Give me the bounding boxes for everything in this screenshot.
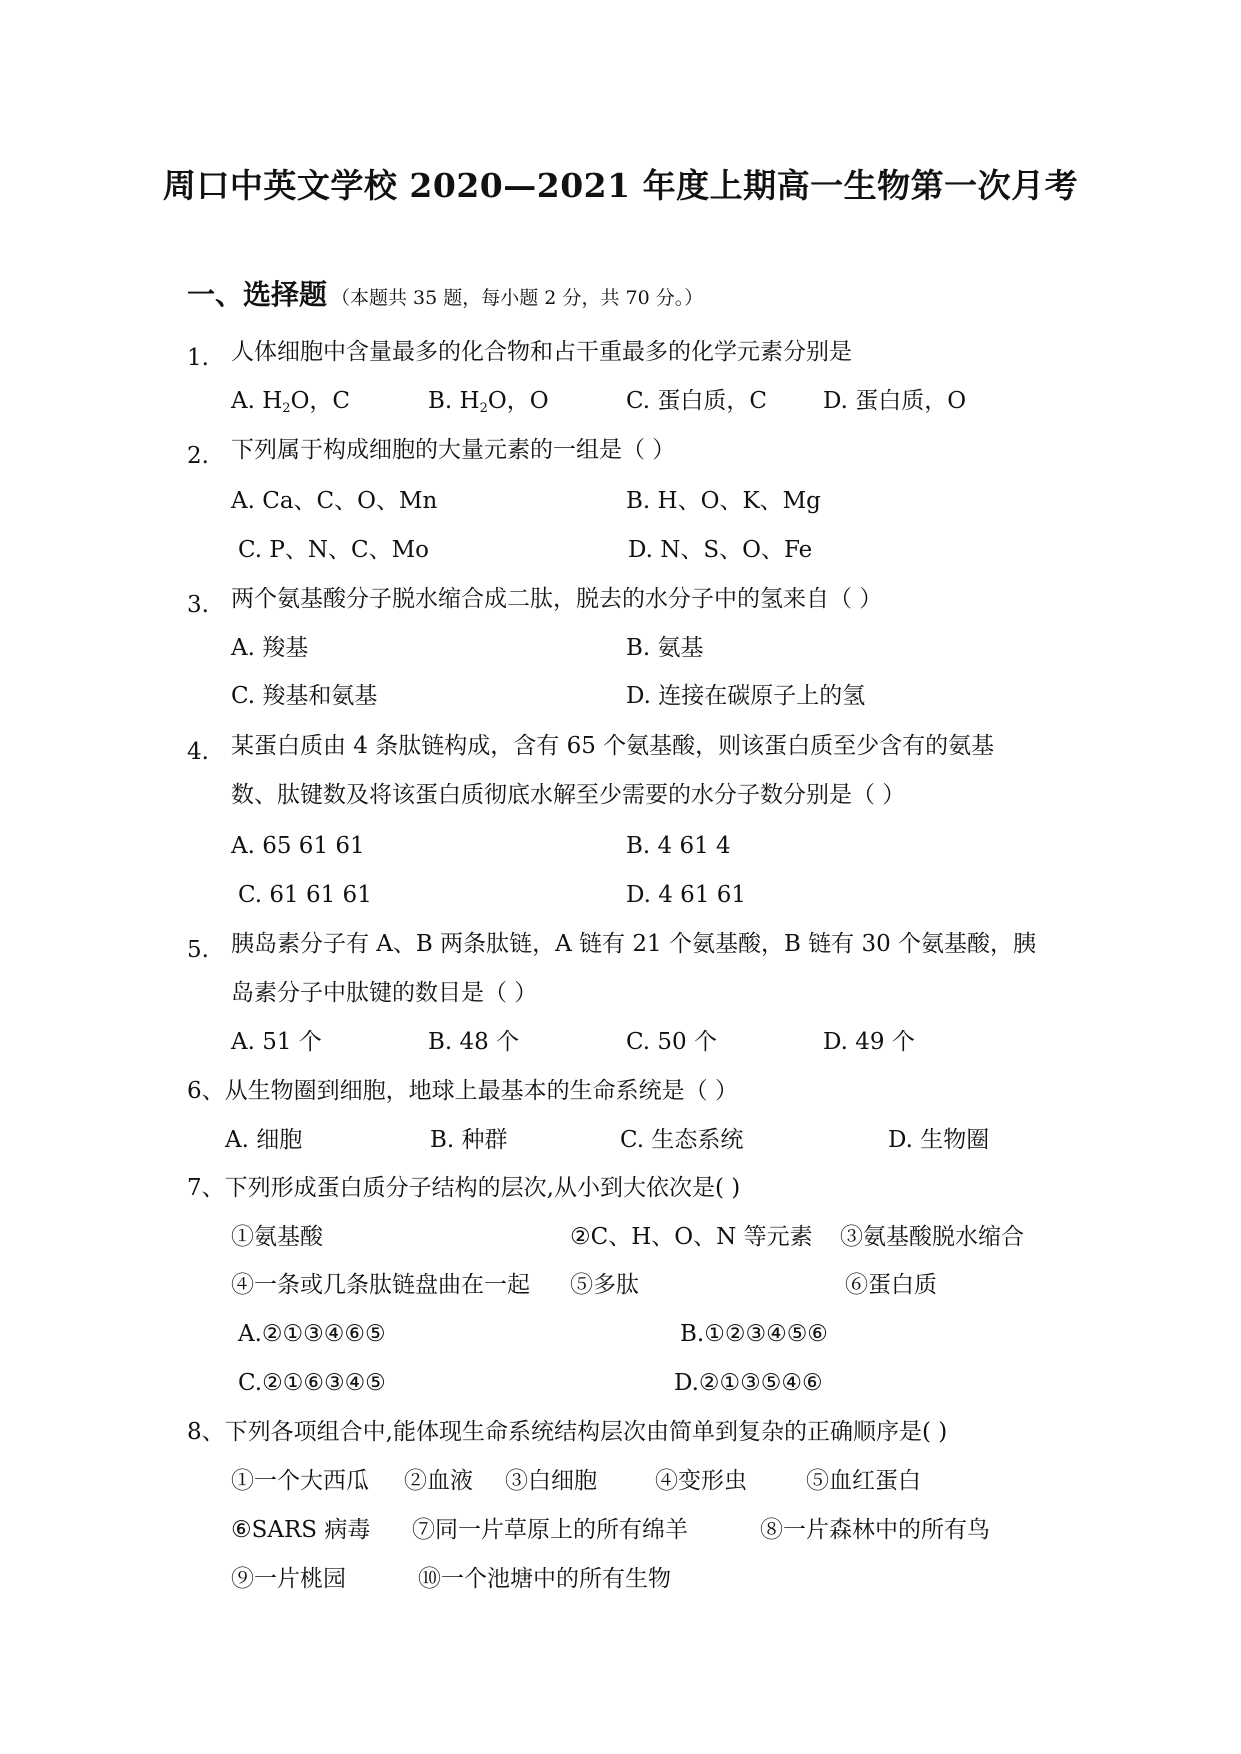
q1-stem: 人体细胞中含量最多的化合物和占干重最多的化学元素分别是 bbox=[231, 339, 852, 365]
q2-option-c: C. P、N、C、Mo bbox=[238, 537, 429, 563]
q1-option-c: C. 蛋白质，C bbox=[626, 388, 767, 414]
q8-item-9: ⑨一片桃园 bbox=[231, 1566, 346, 1592]
q5-option-a: A. 51 个 bbox=[231, 1029, 322, 1055]
q2-option-b: B. H、O、K、Mg bbox=[626, 488, 821, 514]
q5-stem-line-1: 胰岛素分子有 A、B 两条肽链，A 链有 21 个氨基酸，B 链有 30 个氨基酸，胰 bbox=[231, 931, 1037, 957]
q2-option-a: A. Ca、C、O、Mn bbox=[231, 488, 438, 514]
q7-option-c: C.②①⑥③④⑤ bbox=[238, 1370, 386, 1396]
q6-option-d: D. 生物圈 bbox=[888, 1127, 990, 1153]
q8-item-10: ⑩一个池塘中的所有生物 bbox=[418, 1566, 671, 1592]
q7-item-3: ③氨基酸脱水缩合 bbox=[840, 1224, 1024, 1250]
q4-stem-line-2: 数、肽键数及将该蛋白质彻底水解至少需要的水分子数分别是（ ） bbox=[231, 782, 906, 808]
q5-number: 5. bbox=[187, 937, 209, 963]
q8-item-8: ⑧一片森林中的所有鸟 bbox=[760, 1517, 990, 1543]
q5-option-c: C. 50 个 bbox=[626, 1029, 717, 1055]
q1-number: 1. bbox=[187, 345, 209, 371]
q7-item-6: ⑥蛋白质 bbox=[845, 1272, 937, 1298]
q4-stem-line-1: 某蛋白质由 4 条肽链构成，含有 65 个氨基酸，则该蛋白质至少含有的氨基 bbox=[231, 733, 995, 759]
q6-stem: 6、从生物圈到细胞，地球上最基本的生命系统是（ ） bbox=[187, 1078, 738, 1104]
q7-option-b: B.①②③④⑤⑥ bbox=[680, 1321, 828, 1347]
q6-option-b: B. 种群 bbox=[430, 1127, 508, 1153]
q5-option-d: D. 49 个 bbox=[823, 1029, 915, 1055]
q4-option-a: A. 65 61 61 bbox=[231, 833, 365, 859]
q3-option-a: A. 羧基 bbox=[231, 635, 309, 661]
q4-option-b: B. 4 61 4 bbox=[626, 833, 731, 859]
q1-option-d: D. 蛋白质，O bbox=[823, 388, 967, 414]
q1-option-a-sub: 2 bbox=[282, 401, 291, 416]
q1-option-b bbox=[428, 386, 549, 424]
q7-stem: 7、下列形成蛋白质分子结构的层次,从小到大依次是( ) bbox=[187, 1175, 741, 1201]
q8-item-7: ⑦同一片草原上的所有绵羊 bbox=[412, 1517, 688, 1543]
q1-option-a-post: O，C bbox=[290, 388, 351, 414]
q4-option-c: C. 61 61 61 bbox=[238, 882, 372, 908]
q8-item-1: ①一个大西瓜 bbox=[231, 1468, 369, 1494]
q3-number: 3. bbox=[187, 592, 209, 618]
q8-stem: 8、下列各项组合中,能体现生命系统结构层次由简单到复杂的正确顺序是( ) bbox=[187, 1419, 948, 1445]
q1-option-a-pre: A. H bbox=[231, 388, 283, 414]
q7-item-4: ④一条或几条肽链盘曲在一起 bbox=[231, 1272, 530, 1298]
q6-option-a: A. 细胞 bbox=[225, 1127, 303, 1153]
q7-item-2: ②C、H、O、N 等元素 bbox=[570, 1224, 813, 1250]
q1-option-a bbox=[231, 386, 350, 424]
q5-stem-line-2: 岛素分子中肽键的数目是（ ） bbox=[231, 980, 538, 1006]
q7-option-d: D.②①③⑤④⑥ bbox=[674, 1370, 823, 1396]
q2-number: 2. bbox=[187, 443, 209, 469]
q4-option-d: D. 4 61 61 bbox=[626, 882, 747, 908]
q1-option-b-post: O，O bbox=[487, 388, 549, 414]
q3-stem: 两个氨基酸分子脱水缩合成二肽，脱去的水分子中的氢来自（ ） bbox=[231, 586, 883, 612]
q8-item-5: ⑤血红蛋白 bbox=[806, 1468, 921, 1494]
q3-option-d: D. 连接在碳原子上的氢 bbox=[626, 683, 866, 709]
section-note: （本题共 35 题，每小题 2 分，共 70 分。） bbox=[331, 287, 704, 309]
q8-item-6: ⑥SARS 病毒 bbox=[231, 1517, 371, 1543]
section-heading bbox=[187, 273, 703, 313]
q5-option-b: B. 48 个 bbox=[428, 1029, 520, 1055]
q7-option-a: A.②①③④⑥⑤ bbox=[238, 1321, 386, 1347]
q6-option-c: C. 生态系统 bbox=[620, 1127, 744, 1153]
q2-option-d: D. N、S、O、Fe bbox=[628, 537, 813, 563]
q3-option-b: B. 氨基 bbox=[626, 635, 704, 661]
q2-stem: 下列属于构成细胞的大量元素的一组是（ ） bbox=[231, 437, 676, 463]
q7-item-1: ①氨基酸 bbox=[231, 1224, 323, 1250]
q8-item-4: ④变形虫 bbox=[655, 1468, 747, 1494]
q4-number: 4. bbox=[187, 739, 209, 765]
q7-item-5: ⑤多肽 bbox=[570, 1272, 639, 1298]
q8-item-3: ③白细胞 bbox=[505, 1468, 597, 1494]
q3-option-c: C. 羧基和氨基 bbox=[231, 683, 378, 709]
page-title: 周口中英文学校 2020—2021 年度上期高一生物第一次月考 bbox=[162, 166, 1079, 205]
q1-option-b-sub: 2 bbox=[479, 401, 488, 416]
q8-item-2: ②血液 bbox=[404, 1468, 473, 1494]
section-title: 一、选择题 bbox=[187, 278, 328, 311]
q1-option-b-pre: B. H bbox=[428, 388, 480, 414]
